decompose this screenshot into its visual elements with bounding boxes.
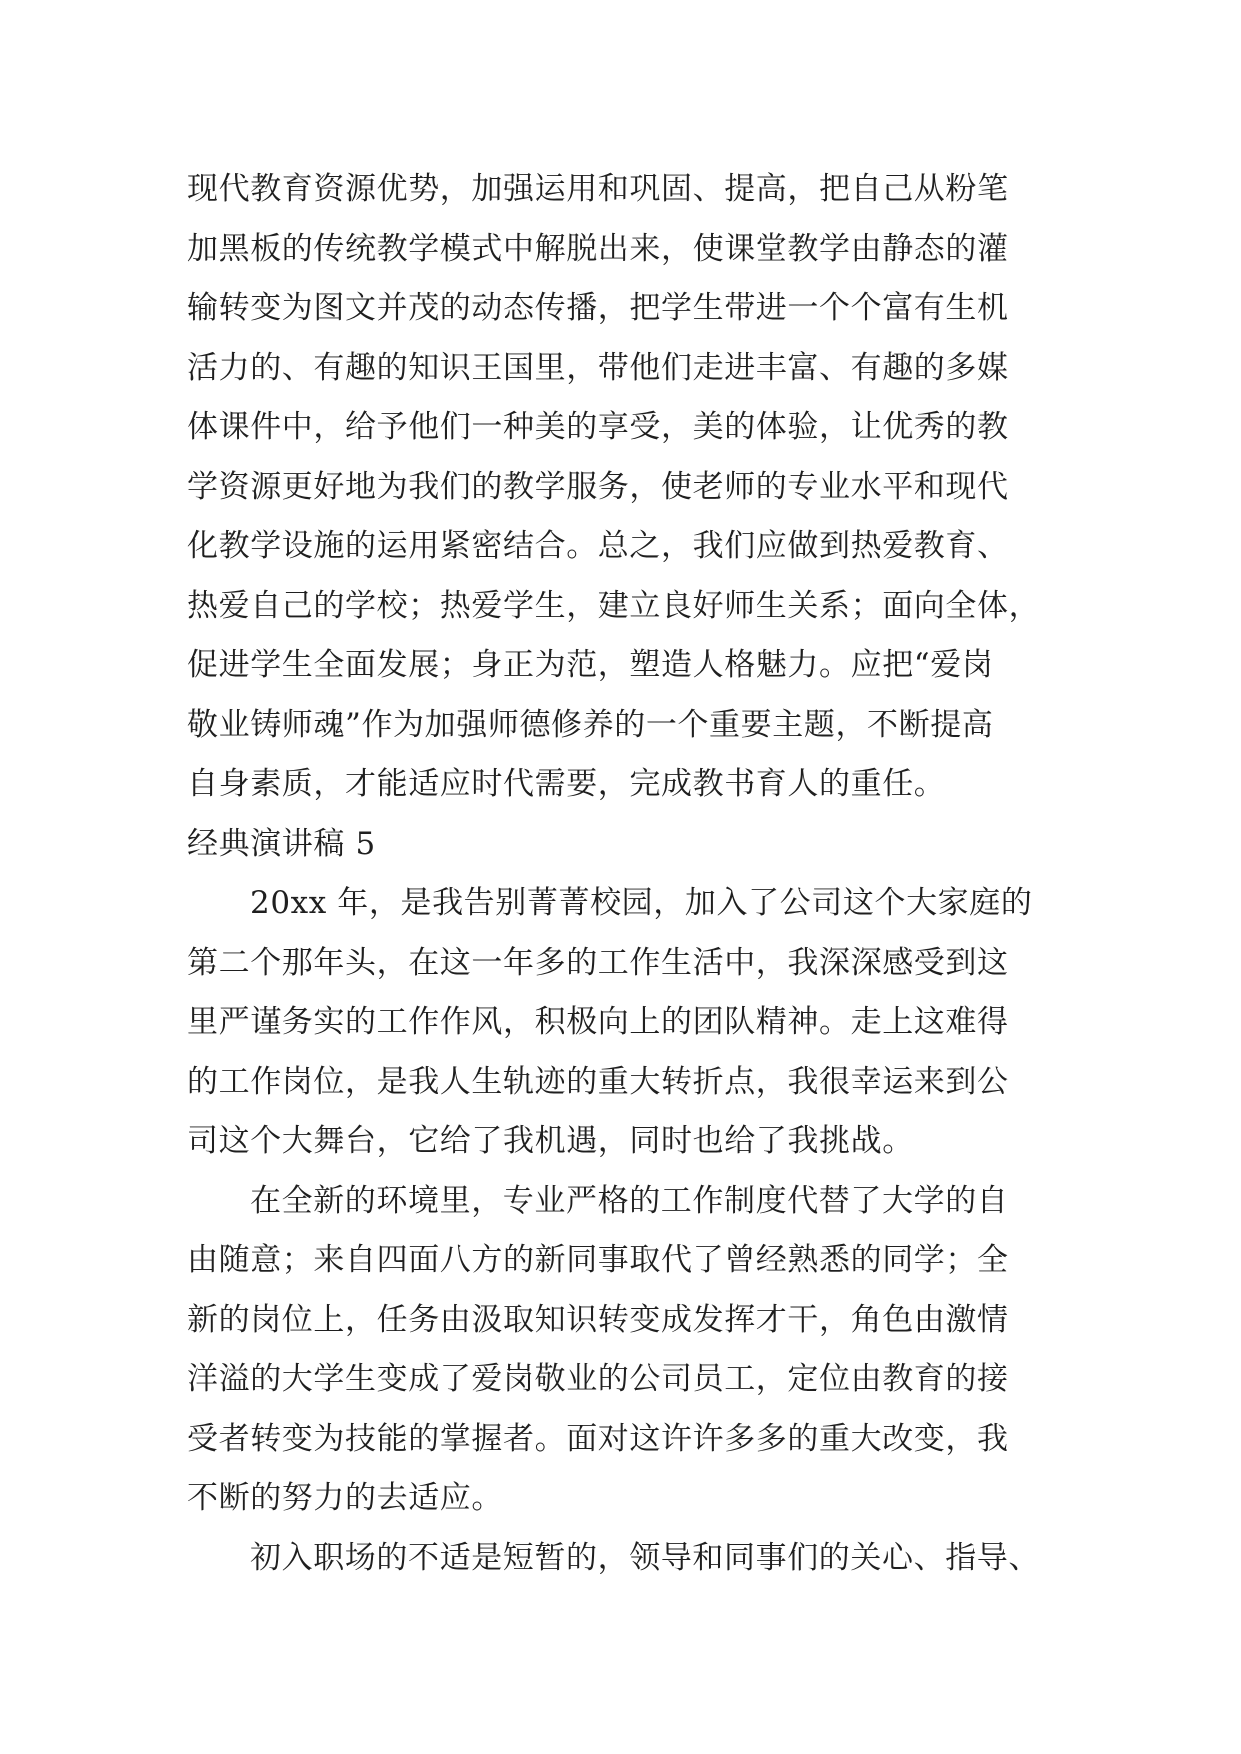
text-line: 热爱自己的学校；热爱学生，建立良好师生关系；面向全体， <box>187 587 1041 624</box>
text-line: 学资源更好地为我们的教学服务，使老师的专业水平和现代 <box>187 468 1009 505</box>
text-line: 的工作岗位，是我人生轨迹的重大转折点，我很幸运来到公 <box>187 1063 1009 1100</box>
section-heading: 经典演讲稿 5 <box>187 825 376 862</box>
paragraph-start-line: 在全新的环境里，专业严格的工作制度代替了大学的自 <box>250 1182 1009 1219</box>
text-line: 加黑板的传统教学模式中解脱出来，使课堂教学由静态的灌 <box>187 230 1009 267</box>
paragraph-start-line: 20xx 年，是我告别菁菁校园，加入了公司这个大家庭的 <box>250 885 1033 921</box>
text-line: 体课件中，给予他们一种美的享受，美的体验，让优秀的教 <box>187 409 1009 445</box>
text-line: 受者转变为技能的掌握者。面对这许许多多的重大改变，我 <box>187 1420 1009 1457</box>
text-line: 化教学设施的运用紧密结合。总之，我们应做到热爱教育、 <box>187 528 1009 564</box>
text-line: 不断的努力的去适应。 <box>187 1480 503 1516</box>
text-line: 自身素质，才能适应时代需要，完成教书育人的重任。 <box>187 766 946 802</box>
text-line: 由随意；来自四面八方的新同事取代了曾经熟悉的同学；全 <box>187 1242 1009 1278</box>
text-line: 现代教育资源优势，加强运用和巩固、提高，把自己从粉笔 <box>187 171 1009 207</box>
paragraph-start-line: 初入职场的不适是短暂的，领导和同事们的关心、指导、 <box>250 1539 1040 1576</box>
text-line: 促进学生全面发展；身正为范，塑造人格魅力。应把“爱岗 <box>187 647 994 683</box>
text-line: 洋溢的大学生变成了爱岗敬业的公司员工，定位由教育的接 <box>187 1361 1009 1397</box>
text-line: 司这个大舞台，它给了我机遇，同时也给了我挑战。 <box>187 1123 914 1159</box>
text-line: 第二个那年头，在这一年多的工作生活中，我深深感受到这 <box>187 944 1009 981</box>
text-line: 里严谨务实的工作作风，积极向上的团队精神。走上这难得 <box>187 1004 1009 1040</box>
text-line: 活力的、有趣的知识王国里，带他们走进丰富、有趣的多媒 <box>187 349 1009 386</box>
text-line: 敬业铸师魂”作为加强师德修养的一个重要主题，不断提高 <box>187 706 994 743</box>
document-body <box>187 160 1067 1588</box>
text-line: 新的岗位上，任务由汲取知识转变成发挥才干，角色由激情 <box>187 1301 1009 1338</box>
text-line: 输转变为图文并茂的动态传播，把学生带进一个个富有生机 <box>187 290 1009 326</box>
